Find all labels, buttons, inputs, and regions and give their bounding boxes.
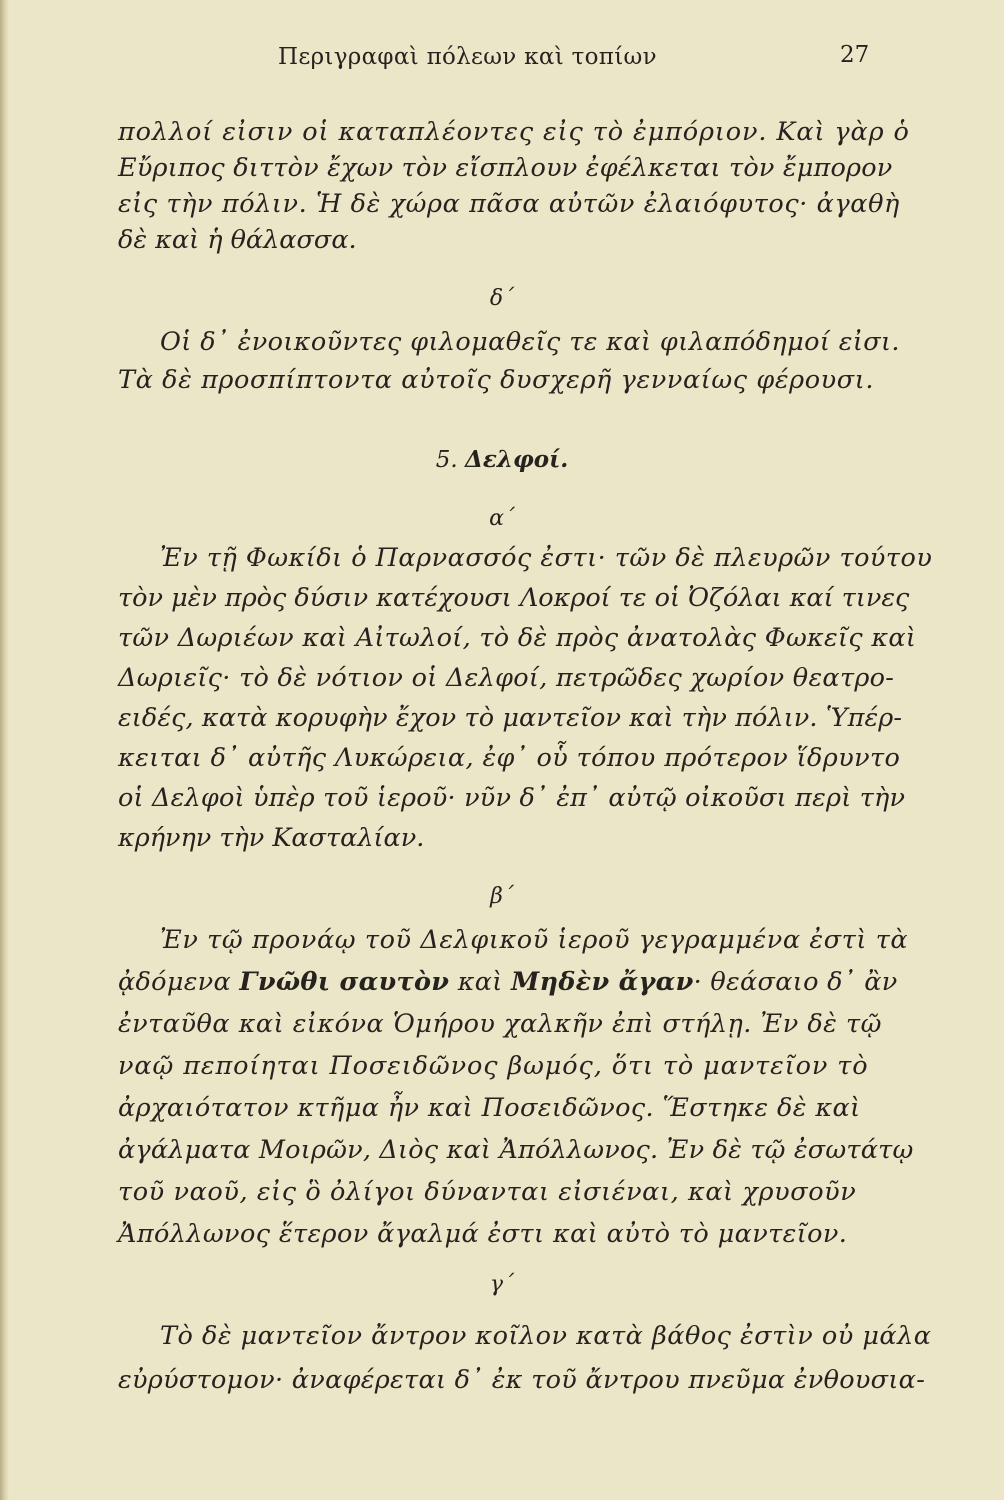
section-marker-beta: β΄ xyxy=(490,884,514,909)
text-line: δὲ καὶ ἡ θάλασσα. xyxy=(118,225,357,255)
section-marker-gamma: γ΄ xyxy=(489,1272,515,1297)
text-line: Ἐν τῇ Φωκίδι ὁ Παρνασσός ἐστι· τῶν δὲ πλευρῶν τούτου xyxy=(160,543,933,573)
text-line: κειται δ᾽ αὐτῆς Λυκώρεια, ἐφ᾽ οὗ τόπου πρότερον ἵδρυντο xyxy=(118,743,901,773)
chapter-number: 5. xyxy=(435,447,458,473)
page-number: 27 xyxy=(840,42,870,68)
text-line: Εὔριπος διττὸν ἔχων τὸν εἴσπλουν ἐφέλκεται τὸν ἔμπορον xyxy=(118,153,893,183)
chapter-heading xyxy=(0,446,1004,473)
text-line: ναῷ πεποίηται Ποσειδῶνος βωμός, ὅτι τὸ μαντεῖον τὸ xyxy=(118,1051,869,1081)
text-line: ἀγάλματα Μοιρῶν, Διὸς καὶ Ἀπόλλωνος. Ἐν δὲ τῷ ἐσωτάτῳ xyxy=(118,1135,914,1165)
text-segment: ᾀδόμενα xyxy=(118,967,232,997)
paragraph-alpha-first xyxy=(160,540,933,576)
text-line: Ἀπόλλωνος ἕτερον ἄγαλμά ἐστι καὶ αὐτὸ τὸ μαντεῖον. xyxy=(118,1219,848,1249)
text-segment: · θεάσαιο δ᾽ ἂν xyxy=(693,967,898,997)
text-segment: καὶ xyxy=(457,967,503,997)
text-line: Δωριεῖς· τὸ δὲ νότιον οἱ Δελφοί, πετρῶδες χωρίον θεατρο- xyxy=(118,663,895,693)
maxim-know-thyself: Γνῶθι σαυτὸν xyxy=(239,967,450,997)
section-marker-delta: δ΄ xyxy=(489,286,515,311)
text-line: ειδές, κατὰ κορυφὴν ἔχον τὸ μαντεῖον καὶ τὴν πόλιν. Ὑπέρ- xyxy=(118,703,903,733)
maxim-nothing-in-excess: Μηδὲν ἄγαν xyxy=(510,967,694,997)
paragraph-delta xyxy=(160,324,904,360)
paragraph-continuation xyxy=(118,114,910,258)
paragraph-gamma-first xyxy=(160,1318,932,1354)
text-line: οἱ Δελφοὶ ὑπὲρ τοῦ ἱεροῦ· νῦν δ᾽ ἐπ᾽ αὐτῷ οἰκοῦσι περὶ τὴν xyxy=(118,783,906,813)
text-line: ἐνταῦθα καὶ εἰκόνα Ὁμήρου χαλκῆν ἐπὶ στήλῃ. Ἐν δὲ τῷ xyxy=(118,1009,882,1039)
text-line: εἰς τὴν πόλιν. Ἡ δὲ χώρα πᾶσα αὐτῶν ἐλαιόφυτος· ἀγαθὴ xyxy=(118,189,900,219)
text-line: κρήνην τὴν Κασταλίαν. xyxy=(118,823,425,853)
text-line: τοῦ ναοῦ, εἰς ὃ ὀλίγοι δύνανται εἰσιέναι, καὶ χρυσοῦν xyxy=(118,1177,857,1207)
paragraph-delta-cont xyxy=(118,362,904,398)
running-head: Περιγραφαὶ πόλεων καὶ τοπίων xyxy=(278,44,657,70)
text-line: τὸν μὲν πρὸς δύσιν κατέχουσι Λοκροί τε οἱ Ὀζόλαι καί τινες xyxy=(118,583,910,613)
text-line: τῶν Δωριέων καὶ Αἰτωλοί, τὸ δὲ πρὸς ἀνατολὰς Φωκεῖς καὶ xyxy=(118,623,917,653)
text-line: Τὸ δὲ μαντεῖον ἄντρον κοῖλον κατὰ βάθος ἐστὶν οὐ μάλα xyxy=(160,1321,932,1351)
paragraph-gamma xyxy=(118,1362,926,1398)
section-marker-alpha: α΄ xyxy=(489,506,515,531)
text-line: Τὰ δὲ προσπίπτοντα αὐτοῖς δυσχερῆ γενναίως φέρουσι. xyxy=(118,365,875,395)
text-line: πολλοί εἰσιν οἱ καταπλέοντες εἰς τὸ ἐμπόριον. Καὶ γὰρ ὁ xyxy=(118,117,910,147)
text-line: Οἱ δ᾽ ἐνοικοῦντες φιλομαθεῖς τε καὶ φιλαπόδημοί εἰσι. xyxy=(160,327,900,357)
text-line: ἀρχαιότατον κτῆμα ἦν καὶ Ποσειδῶνος. Ἕστηκε δὲ καὶ xyxy=(118,1093,861,1123)
paragraph-beta-first xyxy=(160,922,909,958)
text-line: Ἐν τῷ προνάῳ τοῦ Δελφικοῦ ἱεροῦ γεγραμμένα ἐστὶ τὰ xyxy=(160,925,909,955)
text-line-with-maxims xyxy=(118,964,904,1006)
paragraph-alpha xyxy=(118,580,917,860)
text-line: εὐρύστομον· ἀναφέρεται δ᾽ ἐκ τοῦ ἄντρου πνεῦμα ἐνθουσια- xyxy=(118,1365,926,1395)
chapter-title: Δελφοί. xyxy=(465,446,569,473)
paragraph-beta xyxy=(118,964,914,1258)
